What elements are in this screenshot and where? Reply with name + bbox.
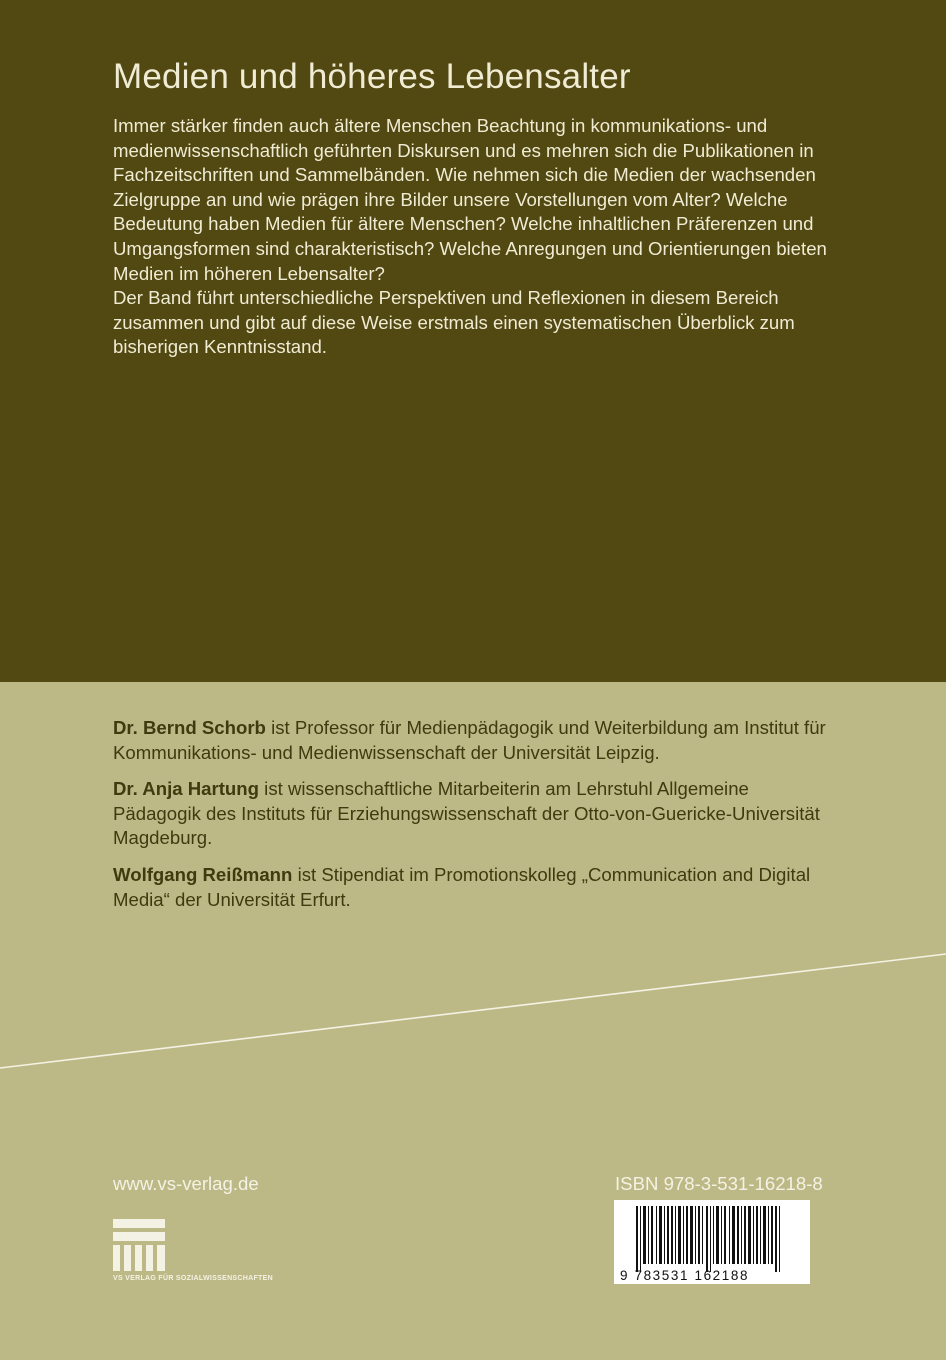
isbn-number: ISBN 978-3-531-16218-8 — [615, 1173, 823, 1194]
author-description: ist Professor für Medienpädagogik und Weiterbildung am Institut für Kommunikations- und Medienwissenschaft der Universität Leipzig. — [113, 717, 826, 763]
author-bio-schorb — [113, 716, 833, 765]
author-bio-hartung — [113, 777, 833, 851]
diagonal-divider-line — [0, 950, 946, 1070]
author-bio-reissmann — [113, 863, 833, 912]
author-description: ist Stipendiat im Promotionskolleg „Communication and Digital Media“ der Universität Erfurt. — [113, 863, 811, 910]
author-description: ist wissenschaftliche Mitarbeiterin am Lehrstuhl Allgemeine Pädagogik des Instituts für Erziehungswissenschaft der Otto-von-Guericke-Universität Magdeburg. — [113, 778, 820, 849]
author-bios — [113, 716, 833, 924]
barcode-digits: 9 783531 162188 — [620, 1268, 750, 1283]
author-name: Dr. Anja Hartung — [113, 778, 260, 800]
barcode — [614, 1200, 810, 1284]
publisher-name: VS VERLAG FÜR SOZIALWISSENSCHAFTEN — [113, 1275, 273, 1282]
author-name: Dr. Bernd Schorb — [113, 717, 266, 738]
publisher-url: www.vs-verlag.de — [113, 1173, 259, 1194]
author-name: Wolfgang Reißmann — [113, 863, 293, 885]
blurb-text — [113, 114, 833, 360]
blurb-paragraph-1: Immer stärker finden auch ältere Menschen Beachtung in kommunikations- und medienwissenschaftlich geführten Diskursen und es mehren sich die Publikationen in Fachzeitschriften und Sammelbänden. Wie nehmen sich die Medien der wachsenden Zielgruppe an und wie prägen ihre Bilder unsere Vorstellungen vom Alter? Welche Bedeutung haben Medien für ältere Menschen? Welche inhaltlichen Präferenzen und Umgangsformen sind charakteristisch? Welche Anregungen und Orientierungen bieten Medien im höheren Lebensalter? — [113, 115, 827, 284]
vs-verlag-logo-icon — [113, 1219, 165, 1271]
blurb-paragraph-2: Der Band führt unterschiedliche Perspektiven und Reflexionen in diesem Bereich zusammen und gibt auf diese Weise erstmals einen systematischen Überblick zum bisherigen Kenntnisstand. — [113, 287, 795, 358]
book-title: Medien und höheres Lebensalter — [113, 57, 631, 96]
ean13-barcode-icon — [614, 1200, 810, 1284]
